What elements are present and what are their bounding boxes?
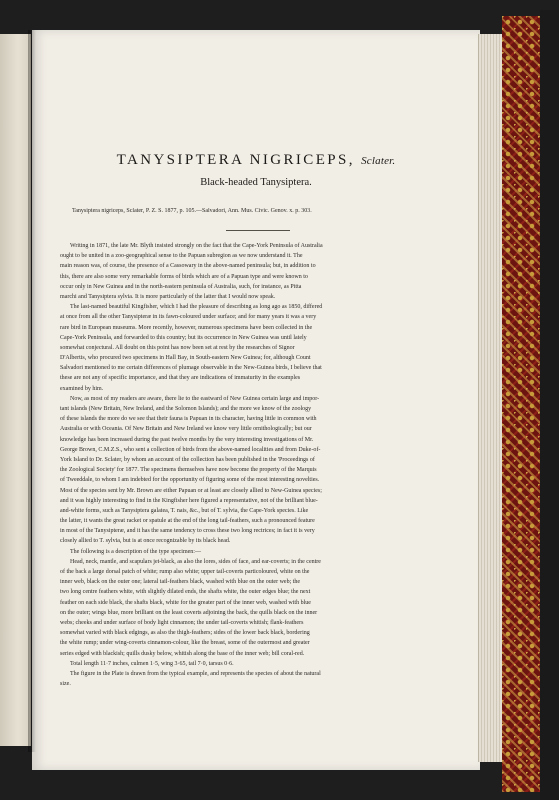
text-line: occur only in New Guinea and in the north-eastern peninsula of Australia, such, for instance, as Pitta xyxy=(60,283,302,290)
text-line: George Brown, C.M.Z.S., who sent a collection of birds from the above-named localities and from Duke-of- xyxy=(60,446,321,453)
text-line: the latter, it wants the great racket or spatule at the end of the long tail-feathers, such a pronounced feature xyxy=(60,518,315,525)
text-line: somewhat varied with black edgings, as also the thigh-feathers; sides of the lower back black, bordering xyxy=(60,630,310,637)
text-line: on the outer; wings blue, more brilliant on the least coverts adjoining the back, the quills black on the inner xyxy=(60,609,318,616)
text-line: D'Albertis, who procured two specimens in Hall Bay, in South-eastern New Guinea; for, although Count xyxy=(60,355,311,362)
text-line: York Island to Dr. Sclater, by whom an account of the collection has been published in the 'Proceedings of xyxy=(60,456,315,463)
title-main: TANYSIPTERA NIGRICEPS, xyxy=(116,152,355,168)
text-line: these are not any of specific importance, and that they are indications of immaturity in the examples xyxy=(60,375,301,382)
text-line: webs; cheeks and under surface of body light cinnamon; the under tail-coverts whitish; flank-feathers xyxy=(60,619,304,626)
text-line: series edged with blackish; quills dusky below, whitish along the base of the inner web; bill coral-red. xyxy=(60,650,305,657)
text-line: of the back a large dorsal patch of white; rump also white; upper tail-coverts particoloured, white on the xyxy=(60,569,310,575)
text-line: Now, as most of my readers are aware, there lie to the eastward of New Guinea certain large and impor- xyxy=(70,395,320,402)
text-line: Cape-York Peninsula, and forwarded to this country; but its occurrence in New Guinea was until lately xyxy=(60,334,307,341)
page-stack-edges xyxy=(478,34,503,762)
text-line: rare bird in European museums. More recently, however, numerous specimens have been collected in the xyxy=(60,324,313,331)
text-line: Total length 11·7 inches, culmen 1·5, wing 3·65, tail 7·0, tarsus 0·6. xyxy=(70,660,234,667)
synonymy-citation: Tanysiptera nigriceps, Sclater, P. Z. S. 1877, p. 105.—Salvadori, Ann. Mus. Civic. Genov. x. p. 303. xyxy=(72,208,312,214)
title-author: Sclater. xyxy=(361,155,396,167)
text-line: two long centre feathers white, with slightly dilated ends, the shafts white, the outer edges blue; the next xyxy=(60,589,311,596)
text-line: somewhat conjectural. All doubt on this point has now been set at rest by the researches of Signor xyxy=(60,344,295,351)
text-line: ought to be united in a zoo-geographical sense to the Papuan subregion as we now understand it. The xyxy=(60,253,303,260)
species-title xyxy=(32,152,480,169)
text-line: the white rump; under wing-coverts cinnamon-colour, like the breast, some of the outermost and greater xyxy=(60,640,310,647)
text-line: The last-named beautiful Kingfisher, which I had the pleasure of describing as long ago as 1850, differed xyxy=(70,304,323,311)
common-name: Black-headed Tanysiptera. xyxy=(200,177,312,188)
text-line: size. xyxy=(60,681,71,688)
text-line: this, there are also some very remarkable forms of birds which are of a Papuan type and were known to xyxy=(60,273,308,280)
text-line: feather on each side black, the shafts black, white for the greater part of the inner web, washed with blue xyxy=(60,599,311,606)
text-line: Australia or with Oceania. Of New Britain and New Ireland we know very little ornithologically; but our xyxy=(60,426,312,433)
text-line: of these islands the more do we see that their fauna is Papuan in its character, having little in common with xyxy=(60,416,317,423)
text-line: Salvadori mentioned to me certain differences of plumage observable in the New-Guinea birds, I believe that xyxy=(60,365,322,372)
text-line: the Zoological Society' for 1877. The specimens themselves have now become the property of the Marquis xyxy=(60,467,317,474)
cover-outer-edge xyxy=(540,10,559,800)
text-line: inner web, black on the outer one; lateral tail-feathers black, washed with blue on the outer web; the xyxy=(60,579,301,586)
text-line: main reason was, of course, the presence of a Cassowary in the above-named peninsula; but, in addition to xyxy=(60,263,316,270)
body-text xyxy=(60,241,456,688)
text-line: at once from all the other Tanysipteræ in its fawn-coloured under surface; and for many years it was a very xyxy=(60,314,317,321)
text-line: Most of the species sent by Mr. Brown are either Papuan or at least are closely allied to New-Guinea species; xyxy=(60,487,322,494)
left-page-edge xyxy=(0,34,31,746)
text-line: of Tweeddale, to whom I am indebted for the opportunity of figuring some of the most interesting novelties. xyxy=(60,477,320,484)
separator-rule xyxy=(226,230,290,231)
text-line: and it was highly interesting to find in the Kingfisher here figured a representative, not of the brilliant blue- xyxy=(60,497,318,504)
text-line: closely allied to T. sylvia, but is at once recognizable by its black head. xyxy=(60,538,231,545)
text-line: The figure in the Plate is drawn from the typical example, and represents the species of about the natural xyxy=(70,670,321,677)
spine-shadow xyxy=(28,30,36,752)
text-line: examined by him. xyxy=(60,385,104,392)
text-line: knowledge has been increased during the past twelve months by the very interesting investigations of Mr. xyxy=(60,436,314,443)
text-line: Head, neck, mantle, and scapulars jet-black, as also the lores, sides of face, and ear-coverts; in the centre xyxy=(70,558,321,565)
text-line: and-white forms, such as Tanysiptera galatea, T. nais, &c., but of T. sylvia, the Cape-York species. Like xyxy=(60,507,309,514)
text-line: Writing in 1871, the late Mr. Blyth insisted strongly on the fact that the Cape-York Peninsula of Australia xyxy=(70,243,323,249)
marbled-cover-edge xyxy=(502,16,540,792)
text-line: marchi and Tanysiptera sylvia. It is more particularly of the latter that I would now speak. xyxy=(60,293,276,300)
text-line: in most of the Tanysipteræ, and it has the same tendency to cross these two long rectrices; in fact it is very xyxy=(60,528,315,535)
text-line: The following is a description of the type specimen:— xyxy=(70,548,201,555)
text-line: tant islands (New Britain, New Ireland, and the Solomon Islands); and the more we know of the zoology xyxy=(60,406,312,412)
